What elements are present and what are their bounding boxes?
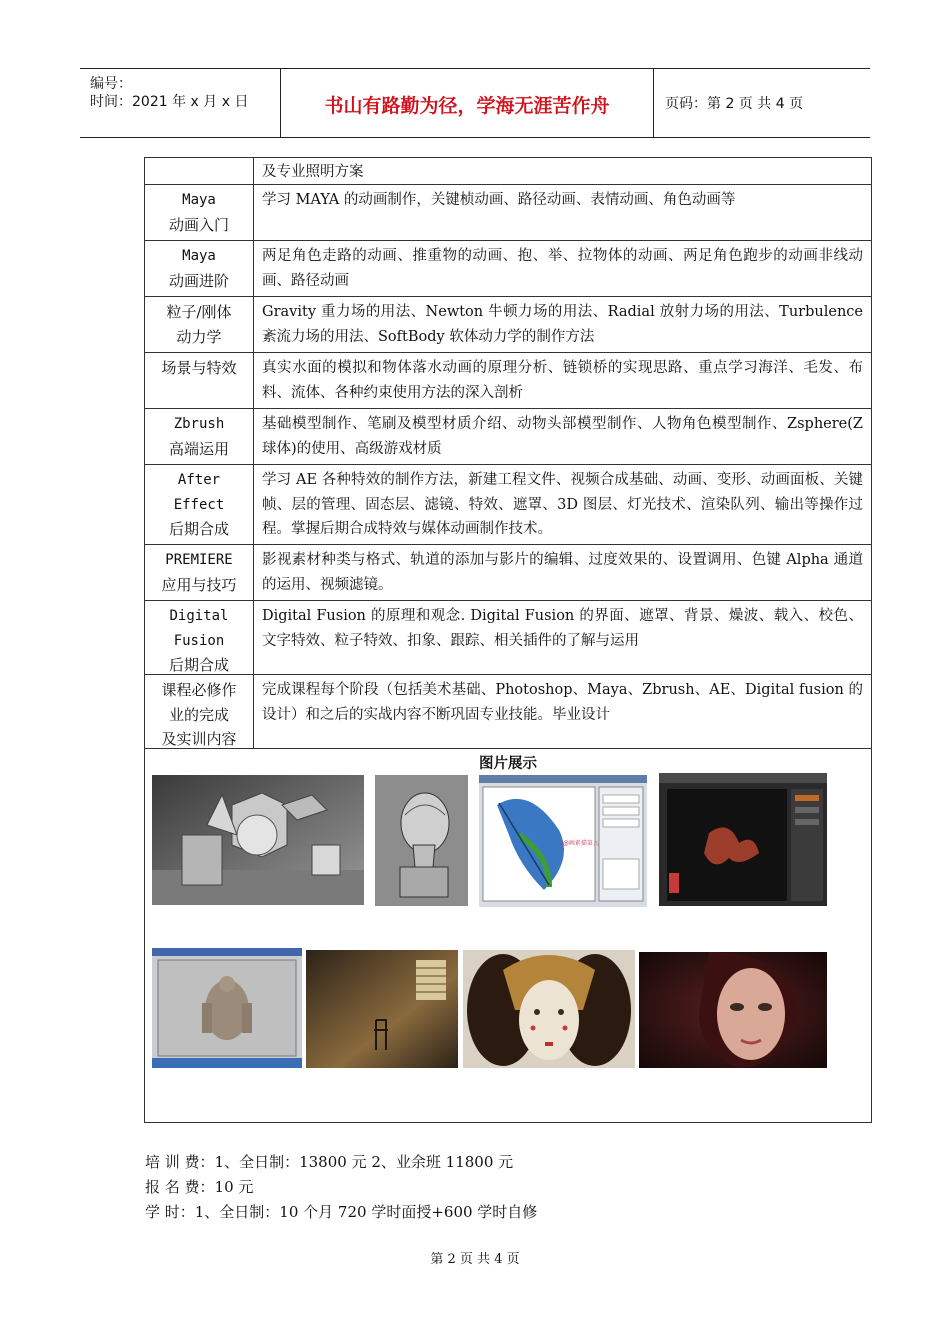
row-text: 学习 AE 各种特效的制作方法，新建工程文件、视频合成基础、动画、变形、动画面板、关键帧、层的管理、固态层、滤镜、特效、遮罩、3D 图层、灯光技术、渲染队列、输出等操作过程。掌握后期合成特效与媒体动画制作技术。	[262, 472, 863, 537]
row-label: PREMIERE 应用与技巧	[145, 544, 254, 600]
zbrush-interface-image	[659, 773, 827, 906]
course-table	[144, 157, 872, 1123]
table-row	[145, 544, 871, 601]
table-row	[145, 158, 871, 185]
row-text: 真实水面的模拟和物体落水动画的原理分析、链锁桥的实现思路、重点学习海洋、毛发、布料、流体、各种约束使用方法的深入剖析	[262, 360, 863, 401]
sketch-still-life-image	[152, 775, 364, 905]
row-label: 粒子/刚体 动力学	[145, 296, 254, 352]
page-footer: 第 2 页 共 4 页	[430, 1252, 520, 1267]
study-hours: 学 时：1、全日制：10 个月 720 学时面授+600 学时自修	[145, 1203, 538, 1221]
registration-fee: 报 名 费：10 元	[145, 1178, 254, 1196]
row-text: 基础模型制作、笔刷及模型材质介绍、动物头部模型制作、人物角色模型制作、Zsphere(Z 球体)的使用、高级游戏材质	[262, 416, 863, 457]
row-label	[145, 158, 254, 184]
female-face-image	[639, 952, 827, 1068]
row-label: Digital Fusion 后期合成	[145, 600, 254, 674]
queen-character-image	[463, 950, 635, 1068]
time-label: 时间：2021 年 x 月 x 日	[90, 94, 249, 110]
header-meta	[80, 69, 281, 137]
row-text: 两足角色走路的动画、推重物的动画、抱、举、拉物体的动画、两足角色跑步的动画非线动画、路径动画	[262, 248, 863, 289]
motto: 书山有路勤为径，学海无涯苦作舟	[324, 95, 610, 117]
gallery-title: 图片展示	[479, 756, 537, 772]
row-text: 完成课程每个阶段（包括美术基础、Photoshop、Maya、Zbrush、AE、Digital fusion 的设计）和之后的实战内容不断巩固专业技能。毕业设计	[262, 682, 863, 723]
page-header	[80, 68, 870, 138]
page-label: 页码：第 2 页 共 4 页	[665, 96, 804, 112]
row-label: 课程必修作 业的完成 及实训内容	[145, 674, 254, 748]
photoshop-feather-image	[479, 775, 647, 907]
table-row	[145, 240, 871, 297]
maya-robot-image	[152, 948, 302, 1068]
table-row	[145, 352, 871, 409]
table-row	[145, 184, 871, 241]
header-motto-cell	[281, 69, 654, 137]
row-label: Maya 动画进阶	[145, 240, 254, 296]
row-text: 影视素材种类与格式、轨道的添加与影片的编辑、过度效果的、设置调用、色键 Alpha 通道的运用、视频滤镜。	[262, 552, 863, 593]
row-label: 场景与特效	[145, 352, 254, 408]
table-row	[145, 408, 871, 465]
row-label: After Effect 后期合成	[145, 464, 254, 544]
image-watermark: 1@画素描第九	[559, 840, 599, 847]
sketch-head-image	[375, 775, 468, 906]
lighting-room-image	[306, 950, 458, 1068]
number-label: 编号：	[90, 76, 132, 92]
row-text: Digital Fusion 的原理和观念. Digital Fusion 的界面、遮罩、背景、燥波、载入、校色、文字特效、粒子特效、扣象、跟踪、相关插件的了解与运用	[262, 608, 863, 649]
table-row	[145, 600, 871, 675]
table-row	[145, 464, 871, 545]
row-text: 学习 MAYA 的动画制作，关键桢动画、路径动画、表情动画、角色动画等	[262, 192, 736, 208]
row-label: Maya 动画入门	[145, 184, 254, 240]
row-label: Zbrush 高端运用	[145, 408, 254, 464]
row-text: 及专业照明方案	[262, 164, 364, 180]
table-row	[145, 296, 871, 353]
table-row	[145, 674, 871, 749]
training-fee: 培 训 费：1、全日制：13800 元 2、业余班 11800 元	[145, 1153, 514, 1171]
row-text: Gravity 重力场的用法、Newton 牛顿力场的用法、Radial 放射力场的用法、Turbulence 紊流力场的用法、SoftBody 软体动力学的制作方法	[262, 304, 863, 345]
